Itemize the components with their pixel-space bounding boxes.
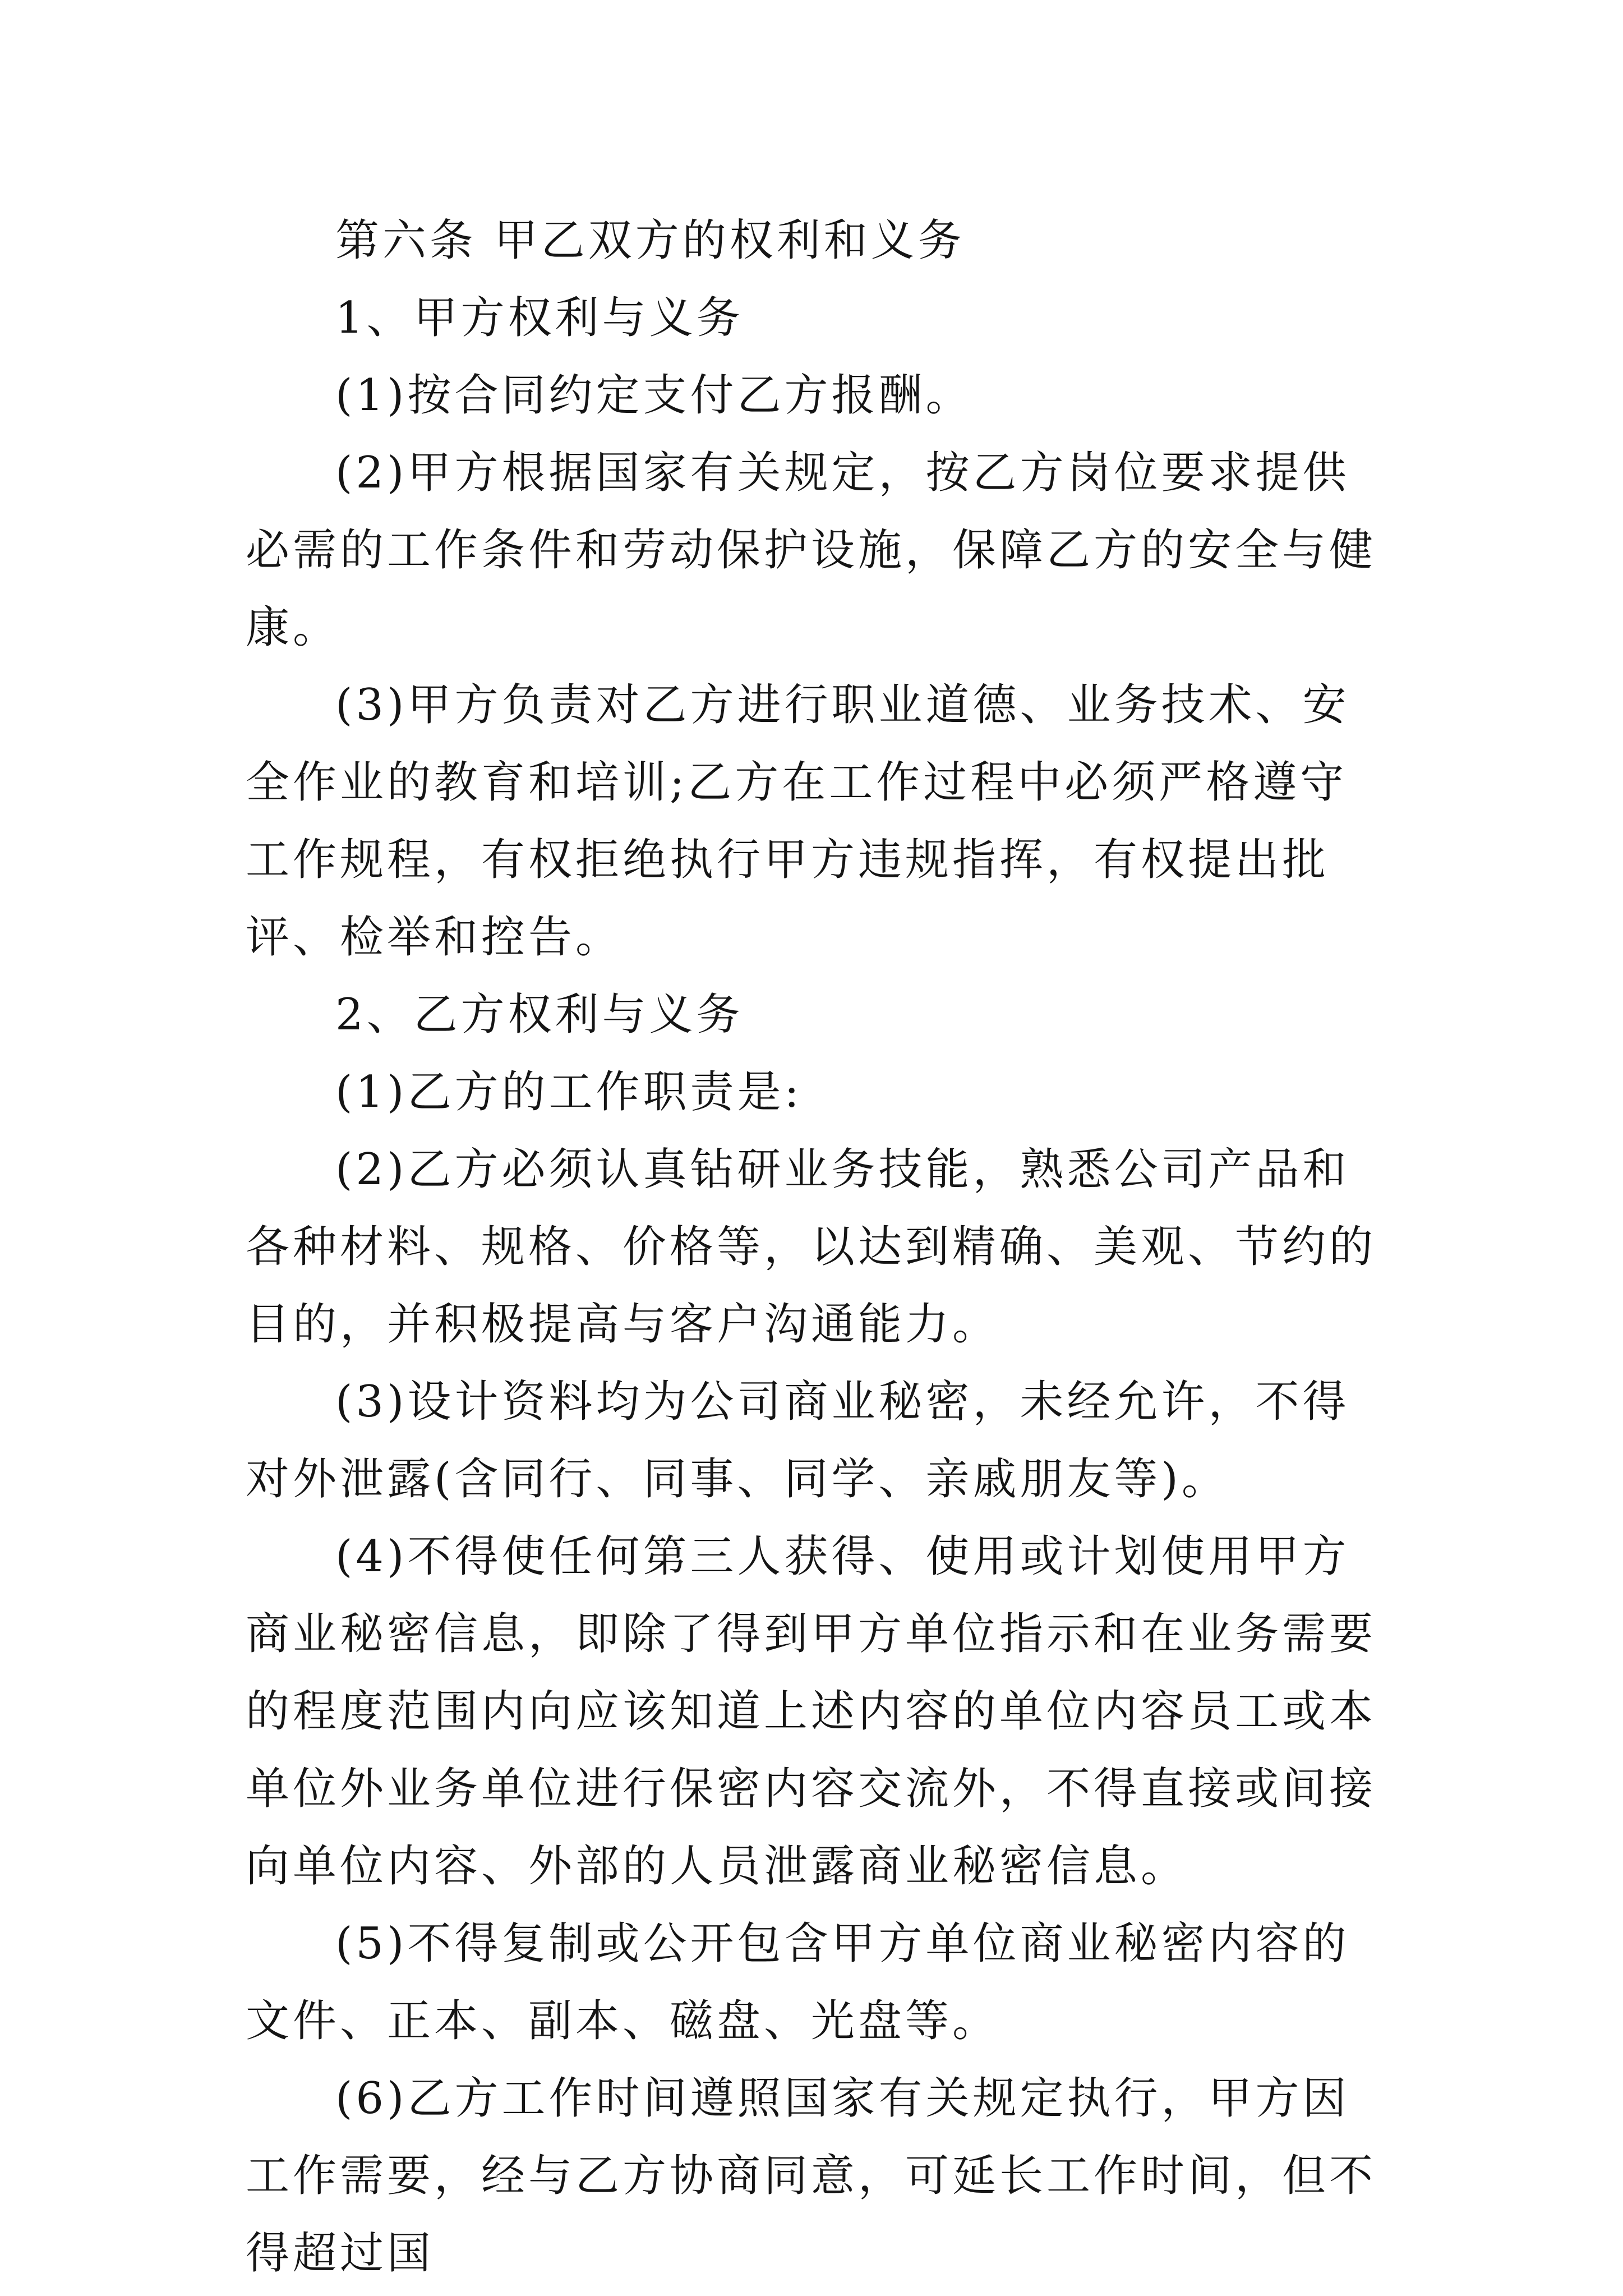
document-body <box>246 202 1390 2292</box>
section-1-item-1: (1)按合同约定支付乙方报酬。 <box>335 370 973 421</box>
section-2-item-4: (4)不得使任何第三人获得、使用或计划使用甲方商业秘密信息，即除了得到甲方单位指示和在业务需要的程度范围内向应该知道上述内容的单位内容员工或本单位外业务单位进行保密内容交流外，不得直接或间接向单位内容、外部的人员泄露商业秘密信息。 <box>246 1531 1377 1892</box>
article-title: 第六条 甲乙双方的权利和义务 <box>335 215 965 266</box>
section-2-title: 2、乙方权利与义务 <box>335 990 744 1040</box>
section-2-item-1: (1)乙方的工作职责是: <box>335 1067 803 1117</box>
section-1-title: 1、甲方权利与义务 <box>335 293 744 343</box>
section-2-item-6: (6)乙方工作时间遵照国家有关规定执行，甲方因工作需要，经与乙方协商同意，可延长工作时间，但不得超过国 <box>246 2073 1377 2279</box>
section-1-item-3: (3)甲方负责对乙方进行职业道德、业务技术、安全作业的教育和培训;乙方在工作过程中必须严格遵守工作规程，有权拒绝执行甲方违规指挥，有权提出批评、检举和控告。 <box>246 680 1350 963</box>
section-2-item-5: (5)不得复制或公开包含甲方单位商业秘密内容的文件、正本、副本、磁盘、光盘等。 <box>246 1918 1350 2046</box>
section-2-item-3: (3)设计资料均为公司商业秘密，未经允许，不得对外泄露(含同行、同事、同学、亲戚朋友等)。 <box>246 1377 1350 1504</box>
section-2-item-2: (2)乙方必须认真钻研业务技能，熟悉公司产品和各种材料、规格、价格等，以达到精确、美观、节约的目的，并积极提高与客户沟通能力。 <box>246 1144 1377 1350</box>
section-1-item-2: (2)甲方根据国家有关规定，按乙方岗位要求提供必需的工作条件和劳动保护设施，保障乙方的安全与健康。 <box>246 448 1377 653</box>
